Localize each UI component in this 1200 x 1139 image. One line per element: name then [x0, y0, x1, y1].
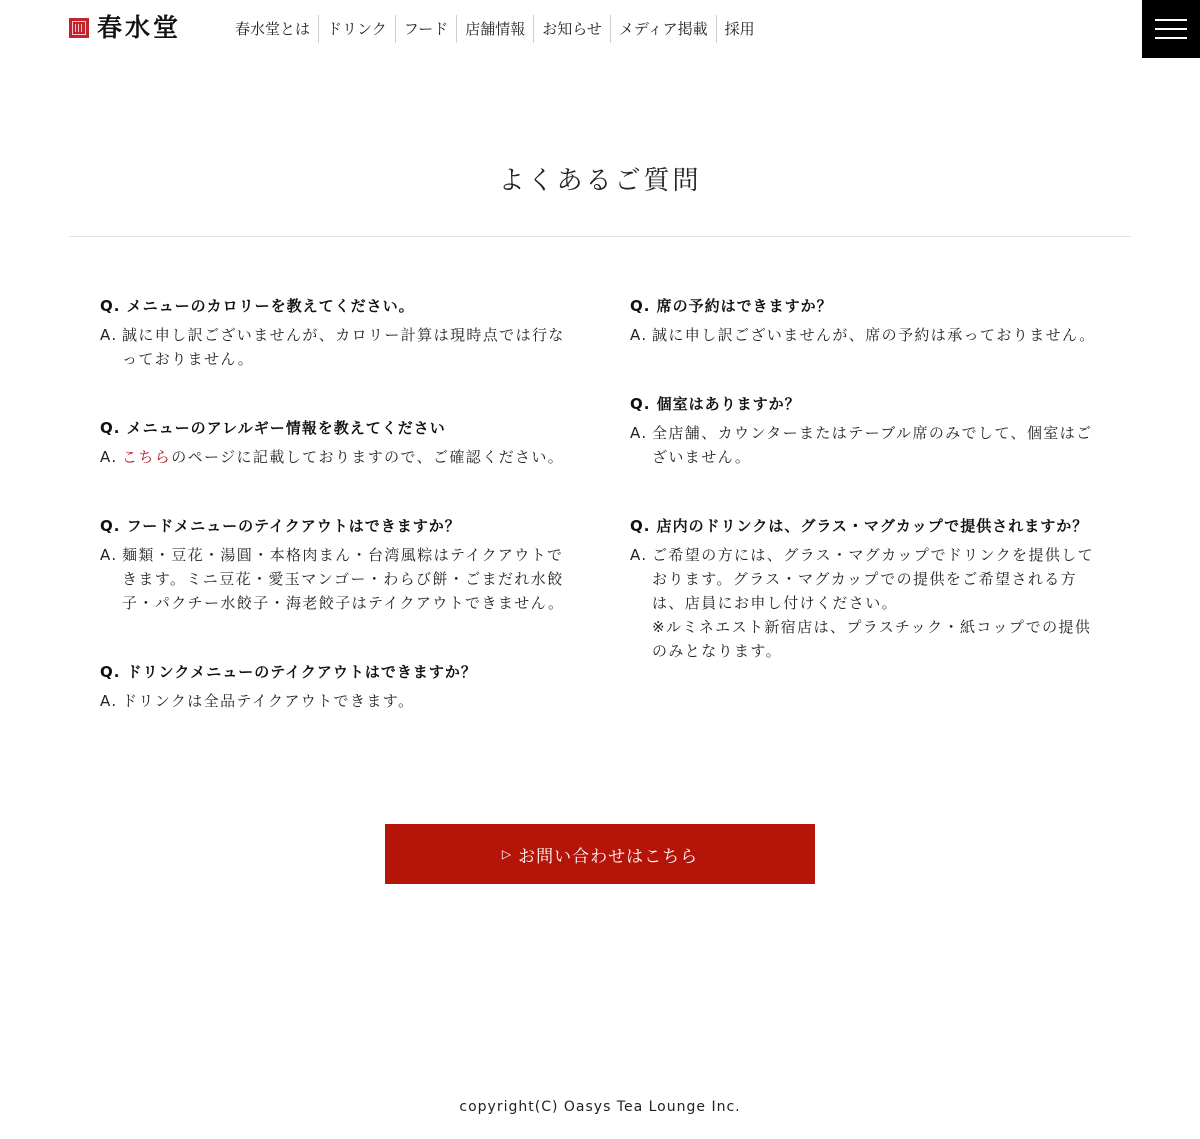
answer-text: のページに記載しておりますので、ご確認ください。: [171, 448, 565, 466]
faq-answer: [100, 445, 570, 469]
site-logo[interactable]: [69, 14, 181, 42]
answer-text: 誠に申し訳ございませんが、席の予約は承っておりません。: [652, 326, 1096, 344]
hamburger-line: [1155, 28, 1187, 30]
faq-question: Q. メニューのアレルギー情報を教えてください: [100, 419, 446, 437]
answer-prefix: A.: [100, 692, 118, 710]
faq-item: [100, 514, 570, 615]
title-divider: [69, 236, 1131, 237]
nav-item-about[interactable]: 春水堂とは: [235, 20, 311, 38]
faq-answer: [630, 543, 1100, 663]
faq-column-right: [630, 294, 1100, 708]
answer-prefix: A.: [100, 546, 118, 564]
faq-answer: [100, 543, 570, 615]
answer-text-with-link: [122, 448, 564, 466]
faq-item: [100, 660, 570, 713]
faq-answer: [100, 323, 570, 371]
answer-text: ドリンクは全品テイクアウトできます。: [122, 692, 415, 710]
answer-text: ご希望の方には、グラス・マグカップでドリンクを提供しております。グラス・マグカップでの提供をご希望される方は、店員にお申し付けください。: [652, 546, 1095, 612]
nav-item-shops[interactable]: 店舗情報: [456, 15, 533, 43]
answer-text: 全店舗、カウンターまたはテーブル席のみでして、個室はございません。: [652, 424, 1093, 466]
allergy-info-link[interactable]: こちら: [122, 448, 172, 466]
answer-prefix: A.: [630, 424, 648, 442]
faq-item: [630, 392, 1100, 469]
nav-item-food[interactable]: フード: [395, 15, 457, 43]
faq-answer: [630, 421, 1100, 469]
logo-text: 春水堂: [97, 13, 182, 42]
faq-answer: [630, 323, 1100, 347]
faq-item: [630, 294, 1100, 347]
faq-question: Q. 席の予約はできますか？: [630, 297, 833, 315]
faq-question: Q. ドリンクメニューのテイクアウトはできますか？: [100, 663, 477, 681]
copyright: copyright(C) Oasys Tea Lounge Inc.: [459, 1099, 741, 1115]
contact-button-label: お問い合わせはこちら: [518, 846, 699, 867]
answer-note: ※ルミネエスト新宿店は、プラスチック・紙コップでの提供のみとなります。: [652, 618, 1092, 660]
nav-item-media[interactable]: メディア掲載: [610, 15, 716, 43]
global-nav: [227, 15, 763, 43]
faq-item: [630, 514, 1100, 663]
answer-prefix: A.: [630, 546, 648, 564]
answer-prefix: A.: [100, 448, 118, 466]
seal-icon: [69, 18, 89, 38]
nav-item-recruit[interactable]: 採用: [716, 15, 763, 43]
hamburger-line: [1155, 19, 1187, 21]
page-title: よくあるご質問: [498, 166, 702, 196]
faq-question: Q. フードメニューのテイクアウトはできますか？: [100, 517, 461, 535]
faq-item: [100, 294, 570, 371]
nav-item-news[interactable]: お知らせ: [533, 15, 610, 43]
faq-question: Q. 個室はありますか？: [630, 395, 801, 413]
hamburger-icon[interactable]: [1142, 0, 1200, 58]
answer-text: 誠に申し訳ございませんが、カロリー計算は現時点では行なっておりません。: [122, 326, 565, 368]
site-header: [0, 0, 1200, 58]
play-arrow-icon: ▷: [501, 847, 513, 861]
answer-text: 麺類・豆花・湯圓・本格肉まん・台湾風粽はテイクアウトできます。ミニ豆花・愛玉マンゴー・わらび餅・ごまだれ水餃子・パクチー水餃子・海老餃子はテイクアウトできません。: [122, 546, 565, 612]
contact-button[interactable]: [385, 824, 815, 884]
faq-question: Q. メニューのカロリーを教えてください。: [100, 297, 415, 315]
faq-item: [100, 416, 570, 469]
nav-item-drink[interactable]: ドリンク: [318, 15, 395, 43]
faq-question: Q. 店内のドリンクは、グラス・マグカップで提供されますか？: [630, 517, 1089, 535]
hamburger-line: [1155, 37, 1187, 39]
faq-answer: [100, 689, 570, 713]
faq-column-left: [100, 294, 570, 758]
answer-prefix: A.: [100, 326, 118, 344]
answer-prefix: A.: [630, 326, 648, 344]
